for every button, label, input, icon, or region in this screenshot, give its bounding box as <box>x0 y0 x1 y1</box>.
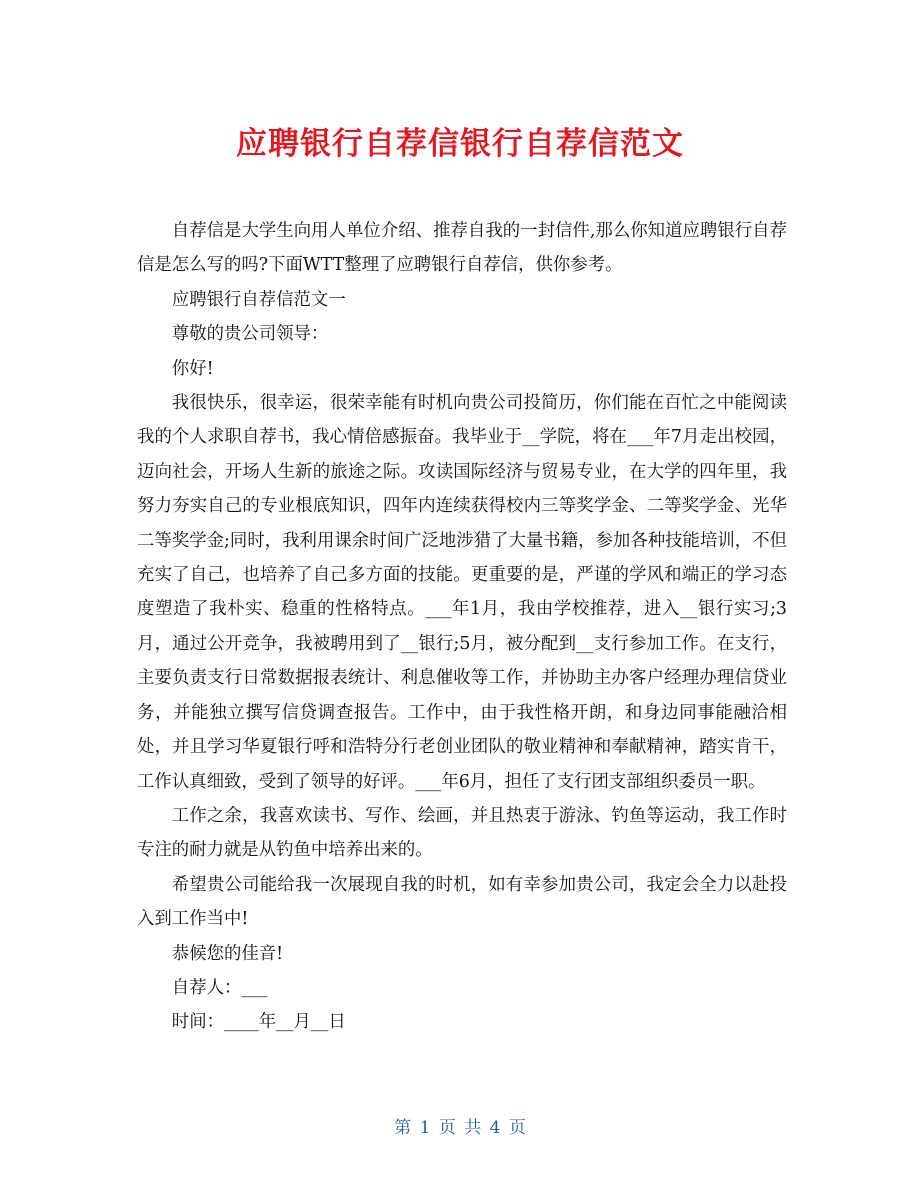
date-line: 时间：____年__月__日 <box>171 1012 346 1033</box>
signature-line: 自荐人：___ <box>171 977 268 998</box>
intro-paragraph: 自荐信是大学生向用人单位介绍、推荐自我的一封信件,那么你知道应聘银行自荐信是怎么写的吗?下面WTT整理了应聘银行自荐信，供你参考。 <box>137 221 787 276</box>
hobbies-paragraph: 工作之余，我喜欢读书、写作、绘画，并且热衷于游泳、钓鱼等运动，我工作时专注的耐力就是从钓鱼中培养出来的。 <box>137 805 787 861</box>
sample-heading: 应聘银行自荐信范文一 <box>171 289 346 310</box>
salutation: 尊敬的贵公司领导： <box>171 324 329 345</box>
document-title: 应聘银行自荐信银行自荐信范文 <box>236 126 684 162</box>
page-indicator: 第 1 页 共 4 页 <box>394 1118 526 1138</box>
closing-line: 恭候您的佳音! <box>171 943 284 964</box>
main-paragraph: 我很快乐，很幸运，很荣幸能有时机向贵公司投简历，你们能在百忙之中能阅读我的个人求职自荐书，我心情倍感振奋。我毕业于__学院，将在___年7月走出校园，迈向社会，开场人生新的旅途之际。攻读国际经济与贸易专业，在大学的四年里，我努力夯实自己的专业根底知识，四年内连续获得校内三等奖学金、二等奖学金、光华二等奖学金;同时，我利用课余时间广泛地涉猎了大量书籍，参加各种技能培训，不但充实了自己，也培养了自己多方面的技能。更重要的是，严谨的学风和端正的学习态度塑造了我朴实、稳重的性格特点。___年1月，我由学校推荐，进入__银行实习;3月，通过公开竞争，我被聘用到了__银行;5月，被分配到__支行参加工作。在支行，主要负责支行日常数据报表统计、利息催收等工作，并协助主办客户经理办理信贷业务，并能独立撰写信贷调查报告。工作中，由于我性格开朗，和身边同事能融洽相处，并且学习华夏银行呼和浩特分行老创业团队的敬业精神和奉献精神，踏实肯干，工作认真细致，受到了领导的好评。___年6月，担任了支行团支部组织委员一职。 <box>137 393 787 792</box>
hope-paragraph: 希望贵公司能给我一次展现自我的时机，如有幸参加贵公司，我定会全力以赴投入到工作当中! <box>137 874 787 930</box>
document-body <box>137 214 787 1040</box>
greeting: 你好! <box>171 358 214 379</box>
